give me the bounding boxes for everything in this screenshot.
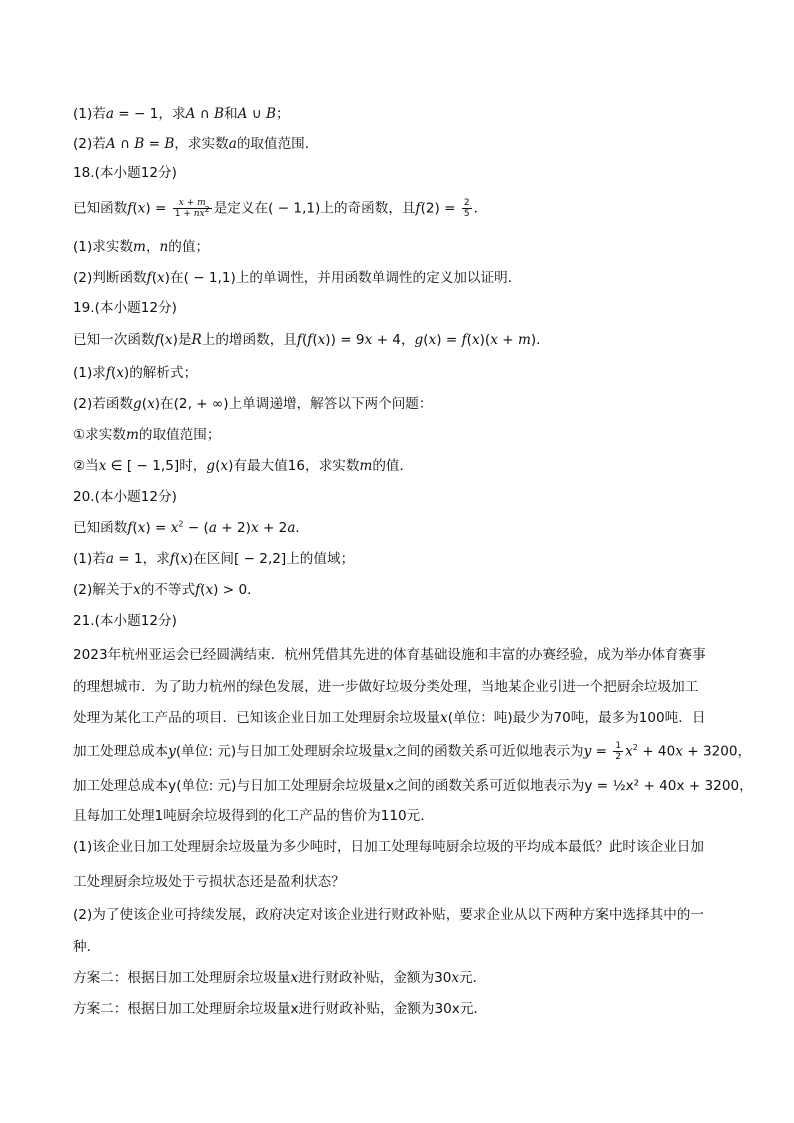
q18-part2: (2)判断函数f(x)在( − 1,1)上的单调性，并用函数单调性的定义加以证明． xyxy=(73,270,522,286)
q21-part1-line1: 且每加工处理1吨厨余垃圾得到的化工产品的售价为110元． xyxy=(73,808,434,824)
q21-para-line4: 加工处理总成本y(单位: 元)与日加工处理厨余垃圾量x之间的函数关系可近似地表示为y = $\frac{1}{2}$ $x^2 + 40x + 3200$， xyxy=(73,741,752,762)
q17-part2: (2)若A ∩ B = B，求实数a的取值范围． xyxy=(73,136,319,152)
q19-header: 19.(本小题12分) xyxy=(73,300,177,316)
q21-para-line3: 处理为某化工产品的项目．已知该企业日加工处理厨余垃圾量x(单位：吨)最少为70吨，最多为100吨．日 xyxy=(73,710,706,726)
q21-plan1: 种． xyxy=(73,939,101,955)
q18-stem: 已知函数f(x) = $\frac{x + m}{1 + nx^2}$ 是定义在( − 1,1)上的奇函数，且f(2) = $\frac{2}{5}$ ． xyxy=(73,198,488,219)
q21-para-line5: 加工处理总成本y(单位: 元)与日加工处理厨余垃圾量x之间的函数关系可近似地表示为y = ½x² + 40x + 3200， xyxy=(73,778,753,794)
q20-part2: (2)解关于x的不等式f(x) > 0． xyxy=(73,582,261,598)
q19-part1: (1)求f(x)的解析式； xyxy=(73,365,198,381)
q17-part1: (1)若a = − 1，求A ∩ B和A ∪ B； xyxy=(73,106,290,122)
q19-part2: (2)若函数g(x)在(2, + ∞)上单调递增，解答以下两个问题： xyxy=(73,396,433,412)
q19-part2-sub1: ①求实数m的取值范围； xyxy=(73,427,221,443)
fraction-one-half: $\frac{1}{2}$ xyxy=(615,741,622,762)
q18-part1: (1)求实数m，n的值； xyxy=(73,239,210,255)
q20-header: 20.(本小题12分) xyxy=(73,489,177,505)
q20-part1: (1)若a = 1，求f(x)在区间[ − 2,2]上的值域； xyxy=(73,551,355,567)
q21-part1-line2: (1)该企业日加工处理厨余垃圾量为多少吨时，日加工处理每吨厨余垃圾的平均成本最低？此时该企业日加 xyxy=(73,839,704,855)
fraction-expression: $\frac{x + m}{1 + nx^2}$ xyxy=(174,198,210,219)
q21-part2-line2: (2)为了使该企业可持续发展，政府决定对该企业进行财政补贴，要求企业从以下两种方案中选择其中的一 xyxy=(73,907,704,923)
q21-question: 方案二：根据日加工处理厨余垃圾量x进行财政补贴，金额为30x元． xyxy=(73,1001,488,1017)
q21-header: 21.(本小题12分) xyxy=(73,613,177,629)
fraction-two-fifths: $\frac{2}{5}$ xyxy=(463,198,470,219)
q18-header: 18.(本小题12分) xyxy=(73,165,177,181)
q21-part2-line1: 工处理厨余垃圾处于亏损状态还是盈利状态？ xyxy=(73,874,345,890)
q19-part2-sub2: ②当x ∈ [ − 1,5]时，g(x)有最大值16，求实数m的值． xyxy=(73,458,414,474)
q21-para-line2: 的理想城市．为了助力杭州的绿色发展，进一步做好垃圾分类处理，当地某企业引进一个把厨余垃圾加工 xyxy=(73,679,699,695)
q21-para-line1: 2023年杭州亚运会已经圆满结束．杭州凭借其先进的体育基础设施和丰富的办赛经验，成为举办体育赛事 xyxy=(73,647,706,663)
q21-plan2: 方案二：根据日加工处理厨余垃圾量x进行财政补贴，金额为30x元． xyxy=(73,970,487,986)
q20-stem: 已知函数$f(x) = x^2 - (a + 2)x + 2a$． xyxy=(73,519,310,536)
q19-stem: 已知一次函数f(x)是R上的增函数，且f(f(x)) = 9x + 4，g(x) = f(x)(x + m)． xyxy=(73,332,550,348)
